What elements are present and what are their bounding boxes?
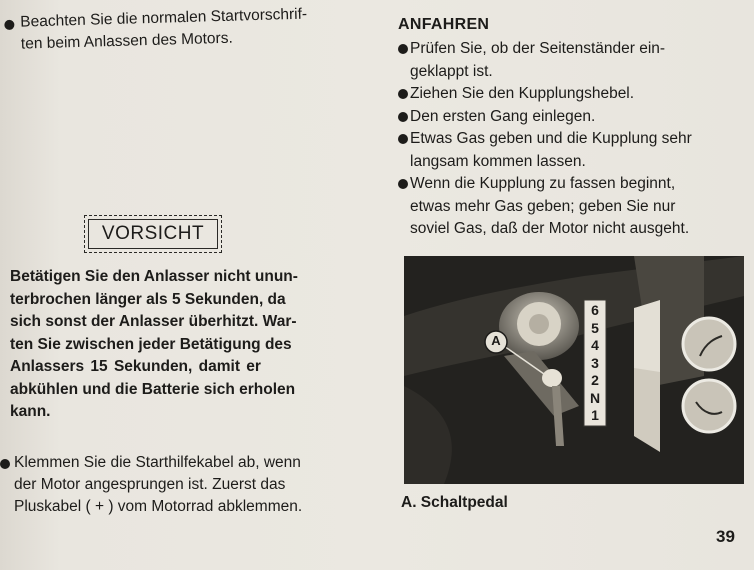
pedal-pivot <box>542 369 562 387</box>
bullet-icon <box>398 112 408 122</box>
warning-line: abkühlen und die Batterie sich erholen <box>10 380 296 398</box>
intro-line-1: Beachten Sie die normalen Startvorschrif- <box>20 5 308 31</box>
after-start-paragraph <box>8 452 348 518</box>
photo-illustration <box>404 256 744 484</box>
gear-label: N <box>589 389 601 406</box>
marker-label: A <box>491 333 501 348</box>
warning-line: kann. <box>10 403 51 420</box>
intro-paragraph <box>6 2 367 56</box>
bullet-icon <box>398 179 408 189</box>
right-column <box>398 16 748 241</box>
photo-caption: A. Schaltpedal <box>401 494 508 511</box>
gear-labels <box>584 302 606 425</box>
section-heading: ANFAHREN <box>398 16 490 33</box>
warning-label: VORSICHT <box>101 223 205 244</box>
page-number: 39 <box>716 527 735 546</box>
list-item: Wenn die Kupplung zu fassen beginnt, etwas mehr Gas geben; geben Sie nur soviel Gas, daß der Motor nicht ausgeht. <box>398 173 748 241</box>
list-item: Etwas Gas geben und die Kupplung sehr langsam kommen lassen. <box>398 128 748 173</box>
gear-label: 2 <box>591 372 599 388</box>
bullet-icon <box>398 89 408 99</box>
after-line-3: Pluskabel ( + ) vom Motorrad abklemmen. <box>14 498 303 515</box>
warning-line: Anlassers 15 Sekunden, damit er <box>10 358 261 375</box>
gear-label: 4 <box>591 337 599 353</box>
gear-label: 6 <box>591 302 599 318</box>
intro-line-2: ten beim Anlassen des Motors. <box>20 29 234 53</box>
warning-line: Betätigen Sie den Anlasser nicht unun- <box>10 268 298 285</box>
gear-label: 1 <box>591 407 599 423</box>
warning-line: ten Sie zwischen jeder Betätigung des <box>10 335 292 353</box>
bullet-icon <box>398 44 408 54</box>
warning-text <box>10 266 340 424</box>
gear-down-icon <box>683 380 735 432</box>
warning-line: sich sonst der Anlasser überhitzt. War- <box>10 313 297 330</box>
warning-line: terbrochen länger als 5 Sekunden, da <box>10 290 286 308</box>
bullet-icon <box>0 459 10 469</box>
shift-pedal-photo <box>404 256 744 484</box>
list-item: Ziehen Sie den Kupplungshebel. <box>398 83 748 106</box>
warning-label-box <box>84 215 222 253</box>
after-line-1: Klemmen Sie die Starthilfekabel ab, wenn <box>14 454 301 471</box>
list-item: Prüfen Sie, ob der Seitenständer ein- geklappt ist. <box>398 38 748 83</box>
bullet-icon <box>398 134 408 144</box>
left-column <box>6 5 366 56</box>
gear-label: 5 <box>591 319 599 336</box>
list-item: Den ersten Gang einlegen. <box>398 106 748 129</box>
bullet-icon <box>4 20 14 30</box>
gear-label: 3 <box>591 354 599 371</box>
after-line-2: der Motor angesprungen ist. Zuerst das <box>14 476 286 493</box>
